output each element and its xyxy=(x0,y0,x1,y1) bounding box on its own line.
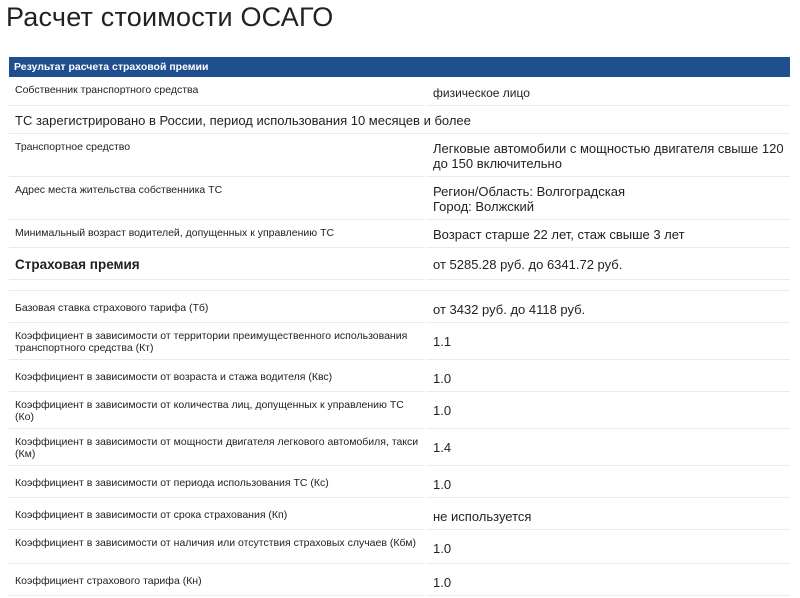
registration-text: ТС зарегистрировано в России, период использования 10 месяцев и более xyxy=(9,108,790,134)
vehicle-value: Легковые автомобили с мощностью двигателя свыше 120 до 150 включительно xyxy=(427,136,790,177)
coef-label: Коэффициент в зависимости от территории преимущественного использования транспортного средства (Кт) xyxy=(9,325,425,360)
coef-value: 1.1 xyxy=(427,325,790,360)
coef-label: Коэффициент в зависимости от мощности двигателя легкового автомобиля, такси (Км) xyxy=(9,431,425,466)
coef-value: 1.0 xyxy=(427,532,790,564)
table-row-premium xyxy=(9,250,790,280)
base-rate-label: Базовая ставка страхового тарифа (Тб) xyxy=(9,293,425,323)
coef-row xyxy=(9,394,790,429)
coef-label: Коэффициент в зависимости от периода использования ТС (Кс) xyxy=(9,468,425,498)
address-label: Адрес места жительства собственника ТС xyxy=(9,179,425,220)
table-row-address xyxy=(9,179,790,220)
coef-row xyxy=(9,468,790,498)
address-value xyxy=(427,179,790,220)
base-rate-value: от 3432 руб. до 4118 руб. xyxy=(427,293,790,323)
min-age-value: Возраст старше 22 лет, стаж свыше 3 лет xyxy=(427,222,790,248)
coef-value: 1.0 xyxy=(427,394,790,429)
table-row-base-rate xyxy=(9,293,790,323)
premium-label: Страховая премия xyxy=(9,250,425,280)
coef-label: Коэффициент в зависимости от срока страхования (Кп) xyxy=(9,500,425,530)
coef-row xyxy=(9,431,790,466)
coef-label: Коэффициент в зависимости от количества лиц, допущенных к управлению ТС (Ко) xyxy=(9,394,425,429)
owner-value: физическое лицо xyxy=(427,79,790,106)
table-spacer-row xyxy=(9,282,790,291)
result-table xyxy=(7,55,792,598)
premium-value: от 5285.28 руб. до 6341.72 руб. xyxy=(427,250,790,280)
spacer-cell xyxy=(9,282,790,291)
min-age-label: Минимальный возраст водителей, допущенных к управлению ТС xyxy=(9,222,425,248)
coef-label: Коэффициент в зависимости от возраста и стажа водителя (Квс) xyxy=(9,362,425,392)
coef-value: не используется xyxy=(427,500,790,530)
address-region: Регион/Область: Волгоградская xyxy=(433,184,626,199)
vehicle-label: Транспортное средство xyxy=(9,136,425,177)
table-row-owner xyxy=(9,79,790,106)
coef-row xyxy=(9,566,790,596)
coef-value: 1.4 xyxy=(427,431,790,466)
coef-value: 1.0 xyxy=(427,468,790,498)
page-title: Расчет стоимости ОСАГО xyxy=(6,2,334,32)
coef-value: 1.0 xyxy=(427,362,790,392)
table-row-registration xyxy=(9,108,790,134)
coef-label: Коэффициент в зависимости от наличия или отсутствия страховых случаев (Кбм) xyxy=(9,532,425,564)
table-header-row xyxy=(9,57,790,77)
coef-value: 1.0 xyxy=(427,566,790,596)
table-row-vehicle xyxy=(9,136,790,177)
owner-label: Собственник транспортного средства xyxy=(9,79,425,106)
coef-row xyxy=(9,532,790,564)
table-header: Результат расчета страховой премии xyxy=(9,57,790,77)
coef-row xyxy=(9,362,790,392)
coef-row xyxy=(9,500,790,530)
coef-label: Коэффициент страхового тарифа (Кн) xyxy=(9,566,425,596)
table-row-min-age xyxy=(9,222,790,248)
address-city: Город: Волжский xyxy=(433,199,534,214)
coef-row xyxy=(9,325,790,360)
